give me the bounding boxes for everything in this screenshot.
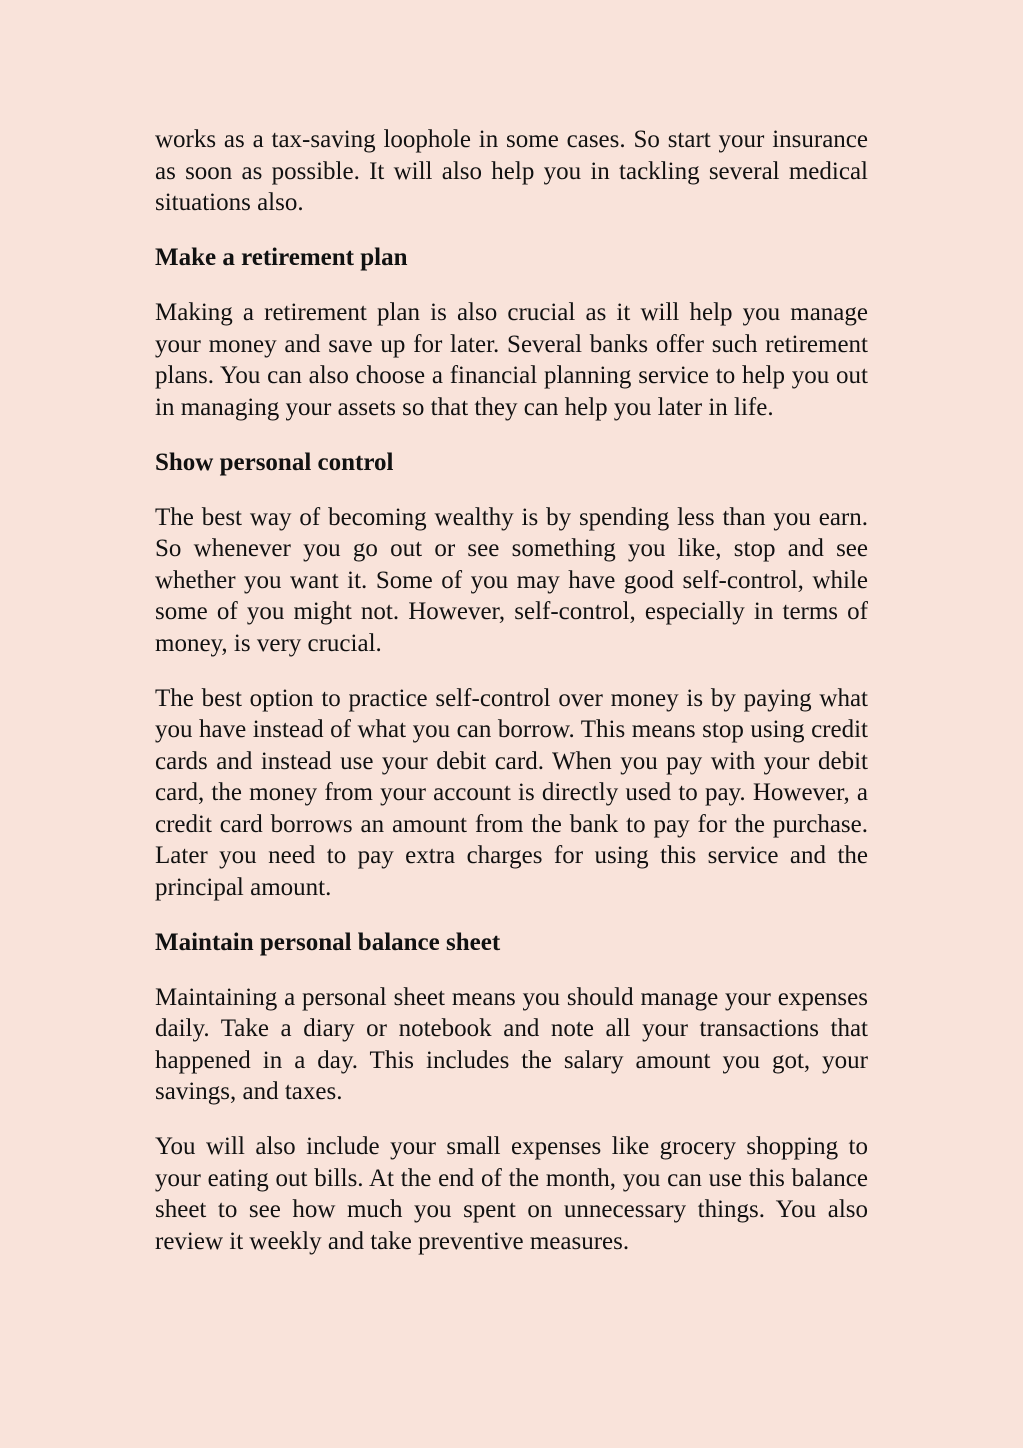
paragraph-retirement-plan: Making a retirement plan is also crucial as it will help you manage your money and save up for later. Several banks offer such retirement plans. You can also choose a financial planning service to help you out in managing your assets so that they can help you later in life. — [155, 299, 868, 421]
heading-retirement-plan: Make a retirement plan — [155, 244, 408, 271]
document-body — [155, 124, 868, 1257]
paragraph-small-expenses: You will also include your small expenses like grocery shopping to your eating out bills. At the end of the month, you can use this balance sheet to see how much you spent on unnecessary things. You also review it weekly and take preventive measures. — [155, 1133, 868, 1255]
paragraph-insurance-continued: works as a tax-saving loophole in some cases. So start your insurance as soon as possible. It will also help you in tackling several medical situations also. — [155, 126, 868, 216]
paragraph-self-control-money: The best option to practice self-control over money is by paying what you have instead of what you can borrow. This means stop using credit cards and instead use your debit card. When you pay with your debit card, the money from your account is directly used to pay. However, a credit card borrows an amount from the bank to pay for the purchase. Later you need to pay extra charges for using this service and the principal amount. — [155, 684, 868, 901]
heading-balance-sheet: Maintain personal balance sheet — [155, 928, 501, 956]
paragraph-balance-sheet: Maintaining a personal sheet means you should manage your expenses daily. Take a diary or notebook and note all your transactions that happened in a day. This includes the salary amount you got, your savings, and taxes. — [155, 983, 868, 1105]
heading-personal-control: Show personal control — [155, 448, 394, 476]
paragraph-personal-control: The best way of becoming wealthy is by spending less than you earn. So whenever you go out or see something you like, stop and see whether you want it. Some of you may have good self-control, while some of you might not. However, self-control, especially in terms of money, is very crucial. — [155, 503, 868, 657]
